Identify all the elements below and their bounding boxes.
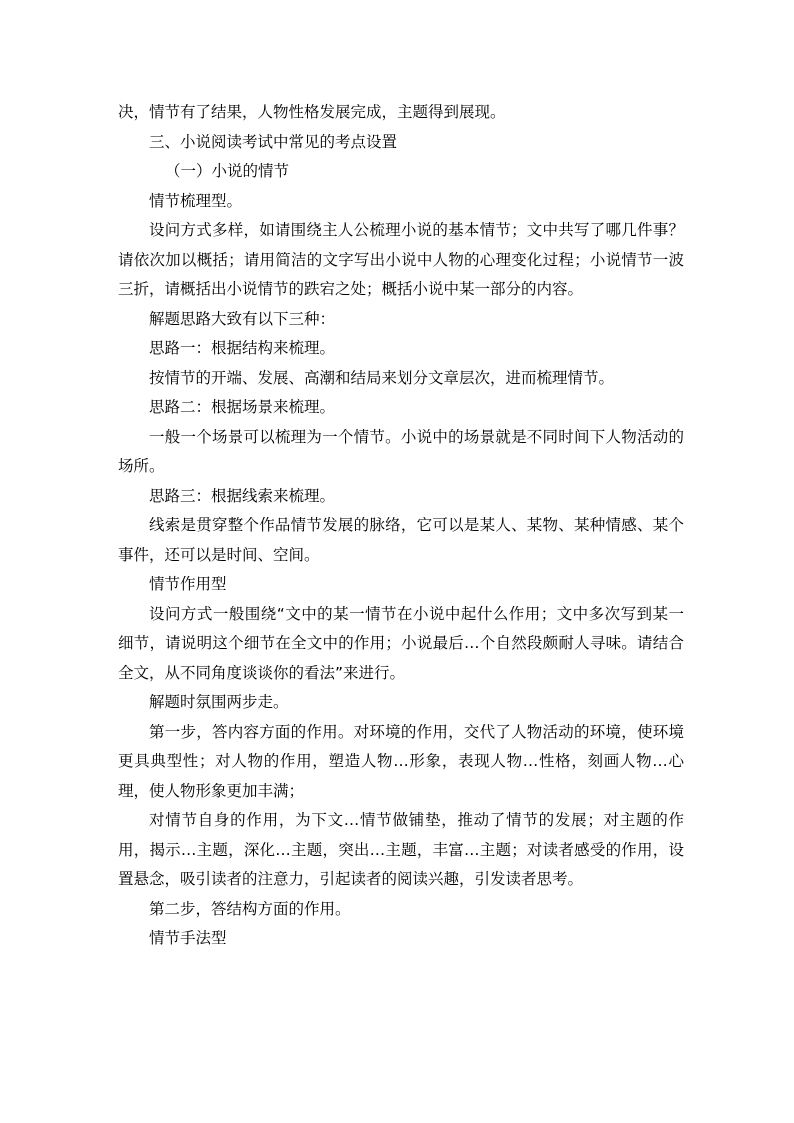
paragraph-step-2: 第二步，答结构方面的作用。 xyxy=(149,899,351,918)
type-heading-plot-function: 情节作用型 xyxy=(149,575,227,593)
section-heading: 三、小说阅读考试中常见的考点设置 xyxy=(149,132,398,151)
approach-1-heading: 思路一：根据结构来梳理。 xyxy=(149,339,336,357)
paragraph-question-styles: 设问方式多样，如请围绕主人公梳理小说的基本情节；文中共写了哪几件事？请依次加以概括；请用简洁的文字写出小说中人物的心理变化过程；小说情节一波三折，请概括出小说情节的跌宕之处；概括小说中某一部分的内容。 xyxy=(118,221,684,298)
paragraph-approaches-intro: 解题思路大致有以下三种： xyxy=(149,309,336,328)
document-body xyxy=(118,98,684,954)
paragraph-two-steps: 解题时氛围两步走。 xyxy=(149,693,289,711)
approach-3-text: 线索是贯穿整个作品情节发展的脉络，它可以是某人、某物、某种情感、某个事件，还可以是时间、空间。 xyxy=(118,516,684,564)
paragraph-step-1: 第一步，答内容方面的作用。对环境的作用，交代了人物活动的环境，使环境更具典型性；对人物的作用，塑造人物…形象，表现人物…性格，刻画人物…心理，使人物形象更加丰满； xyxy=(118,722,684,800)
type-heading-plot-sorting: 情节梳理型。 xyxy=(149,191,243,210)
approach-1-text: 按情节的开端、发展、高潮和结局来划分文章层次，进而梳理情节。 xyxy=(149,368,615,387)
paragraph-step-1-cont: 对情节自身的作用，为下文…情节做铺垫，推动了情节的发展；对主题的作用，揭示…主题，深化…主题，突出…主题，丰富…主题；对读者感受的作用，设置悬念，吸引读者的注意力，引起读者的阅读兴趣，引发读者思考。 xyxy=(118,811,684,888)
approach-2-heading: 思路二：根据场景来梳理。 xyxy=(149,398,336,416)
type-heading-plot-technique: 情节手法型 xyxy=(149,929,227,947)
approach-2-text: 一般一个场景可以梳理为一个情节。小说中的场景就是不同时间下人物活动的场所。 xyxy=(118,427,684,475)
paragraph-1: 决，情节有了结果，人物性格发展完成，主题得到展现。 xyxy=(118,103,506,121)
approach-3-heading: 思路三：根据线索来梳理。 xyxy=(149,486,336,505)
paragraph-function-question: 设问方式一般围绕“文中的某一情节在小说中起什么作用；文中多次写到某一细节，请说明这个细节在全文中的作用；小说最后…个自然段颇耐人寻味。请结合全文，从不同角度谈谈你的看法”来进行。 xyxy=(118,604,684,682)
subsection-heading: （一）小说的情节 xyxy=(165,162,290,180)
